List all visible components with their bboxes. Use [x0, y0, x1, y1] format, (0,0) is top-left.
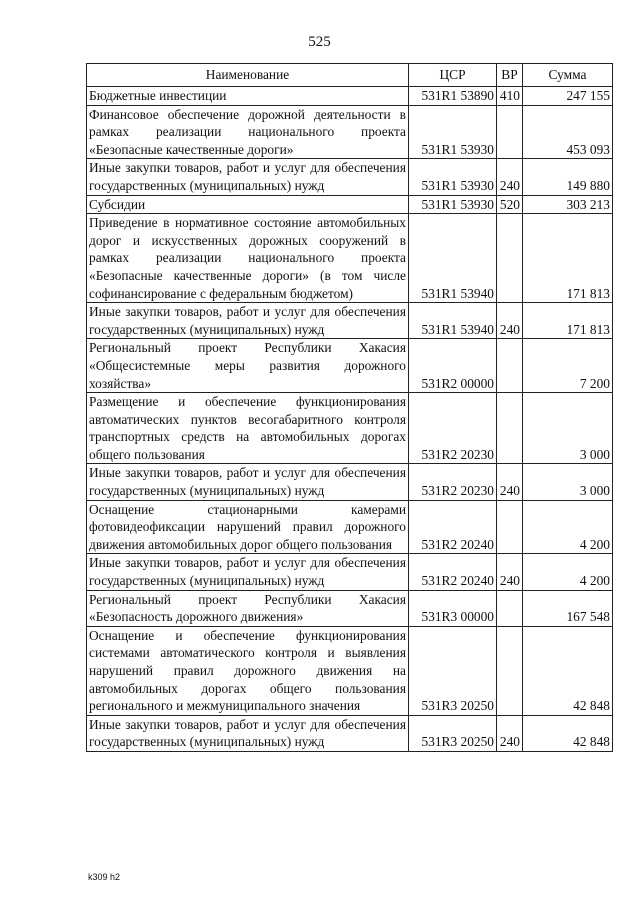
row-name: Иные закупки товаров, работ и услуг для обеспечения государственных (муниципальных) нужд [87, 715, 409, 751]
row-vr [497, 339, 523, 393]
row-vr [497, 214, 523, 303]
document-code-footer: k309 h2 [88, 872, 121, 882]
row-csr: 531R2 20230 [409, 393, 497, 464]
row-csr: 531R2 00000 [409, 339, 497, 393]
row-csr: 531R3 20250 [409, 626, 497, 715]
budget-table [86, 63, 613, 752]
row-vr [497, 590, 523, 626]
row-name: Региональный проект Республики Хакасия «Безопасность дорожного движения» [87, 590, 409, 626]
row-name: Финансовое обеспечение дорожной деятельности в рамках реализации национального проекта «Безопасные качественные дороги» [87, 105, 409, 159]
row-sum: 303 213 [523, 195, 613, 214]
table-row [87, 214, 613, 303]
row-vr: 520 [497, 195, 523, 214]
row-name: Региональный проект Республики Хакасия «Общесистемные меры развития дорожного хозяйства» [87, 339, 409, 393]
row-sum: 7 200 [523, 339, 613, 393]
table-row [87, 87, 613, 106]
table-row [87, 303, 613, 339]
table-row [87, 590, 613, 626]
row-sum: 3 000 [523, 464, 613, 500]
row-name: Оснащение и обеспечение функционирования системами автоматического контроля и выявления нарушений правил дорожного движения на автомобильных дорогах общего пользования регионального и межмуниципального значения [87, 626, 409, 715]
row-sum: 4 200 [523, 500, 613, 554]
row-vr: 240 [497, 303, 523, 339]
row-vr [497, 626, 523, 715]
row-vr: 240 [497, 464, 523, 500]
row-name: Бюджетные инвестиции [87, 87, 409, 106]
row-vr [497, 500, 523, 554]
row-sum: 149 880 [523, 159, 613, 195]
row-name: Иные закупки товаров, работ и услуг для обеспечения государственных (муниципальных) нужд [87, 303, 409, 339]
row-sum: 4 200 [523, 554, 613, 590]
table-row [87, 500, 613, 554]
row-sum: 42 848 [523, 715, 613, 751]
row-name: Размещение и обеспечение функционирования автоматических пунктов весогабаритного контроля транспортных средств на автомобильных дорогах общего пользования [87, 393, 409, 464]
row-csr: 531R1 53890 [409, 87, 497, 106]
column-header-csr: ЦСР [409, 64, 497, 87]
row-vr [497, 393, 523, 464]
table-row [87, 105, 613, 159]
row-vr [497, 105, 523, 159]
column-header-vr: ВР [497, 64, 523, 87]
row-sum: 453 093 [523, 105, 613, 159]
table-row [87, 554, 613, 590]
row-sum: 247 155 [523, 87, 613, 106]
row-csr: 531R1 53930 [409, 105, 497, 159]
row-sum: 3 000 [523, 393, 613, 464]
table-row [87, 626, 613, 715]
row-csr: 531R2 20240 [409, 554, 497, 590]
table-row [87, 195, 613, 214]
row-csr: 531R3 20250 [409, 715, 497, 751]
table-header-row [87, 64, 613, 87]
row-vr: 240 [497, 554, 523, 590]
row-sum: 171 813 [523, 214, 613, 303]
row-csr: 531R2 20230 [409, 464, 497, 500]
row-csr: 531R1 53940 [409, 303, 497, 339]
row-name: Иные закупки товаров, работ и услуг для обеспечения государственных (муниципальных) нужд [87, 464, 409, 500]
row-sum: 171 813 [523, 303, 613, 339]
row-vr: 410 [497, 87, 523, 106]
table-row [87, 159, 613, 195]
row-name: Приведение в нормативное состояние автомобильных дорог и искусственных дорожных сооружений в рамках реализации национального проекта «Безопасные качественные дороги» (в том числе софинансирование с федеральным бюджетом) [87, 214, 409, 303]
column-header-name: Наименование [87, 64, 409, 87]
row-sum: 42 848 [523, 626, 613, 715]
row-csr: 531R1 53930 [409, 195, 497, 214]
row-vr: 240 [497, 159, 523, 195]
table-row [87, 393, 613, 464]
row-name: Иные закупки товаров, работ и услуг для обеспечения государственных (муниципальных) нужд [87, 554, 409, 590]
row-sum: 167 548 [523, 590, 613, 626]
row-csr: 531R3 00000 [409, 590, 497, 626]
row-name: Иные закупки товаров, работ и услуг для обеспечения государственных (муниципальных) нужд [87, 159, 409, 195]
row-name: Оснащение стационарными камерами фотовидеофиксации нарушений правил дорожного движения автомобильных дорог общего пользования [87, 500, 409, 554]
row-csr: 531R2 20240 [409, 500, 497, 554]
table-row [87, 715, 613, 751]
row-name: Субсидии [87, 195, 409, 214]
table-row [87, 464, 613, 500]
table-row [87, 339, 613, 393]
row-csr: 531R1 53930 [409, 159, 497, 195]
row-vr: 240 [497, 715, 523, 751]
page-number: 525 [308, 34, 331, 50]
row-csr: 531R1 53940 [409, 214, 497, 303]
column-header-sum: Сумма [523, 64, 613, 87]
